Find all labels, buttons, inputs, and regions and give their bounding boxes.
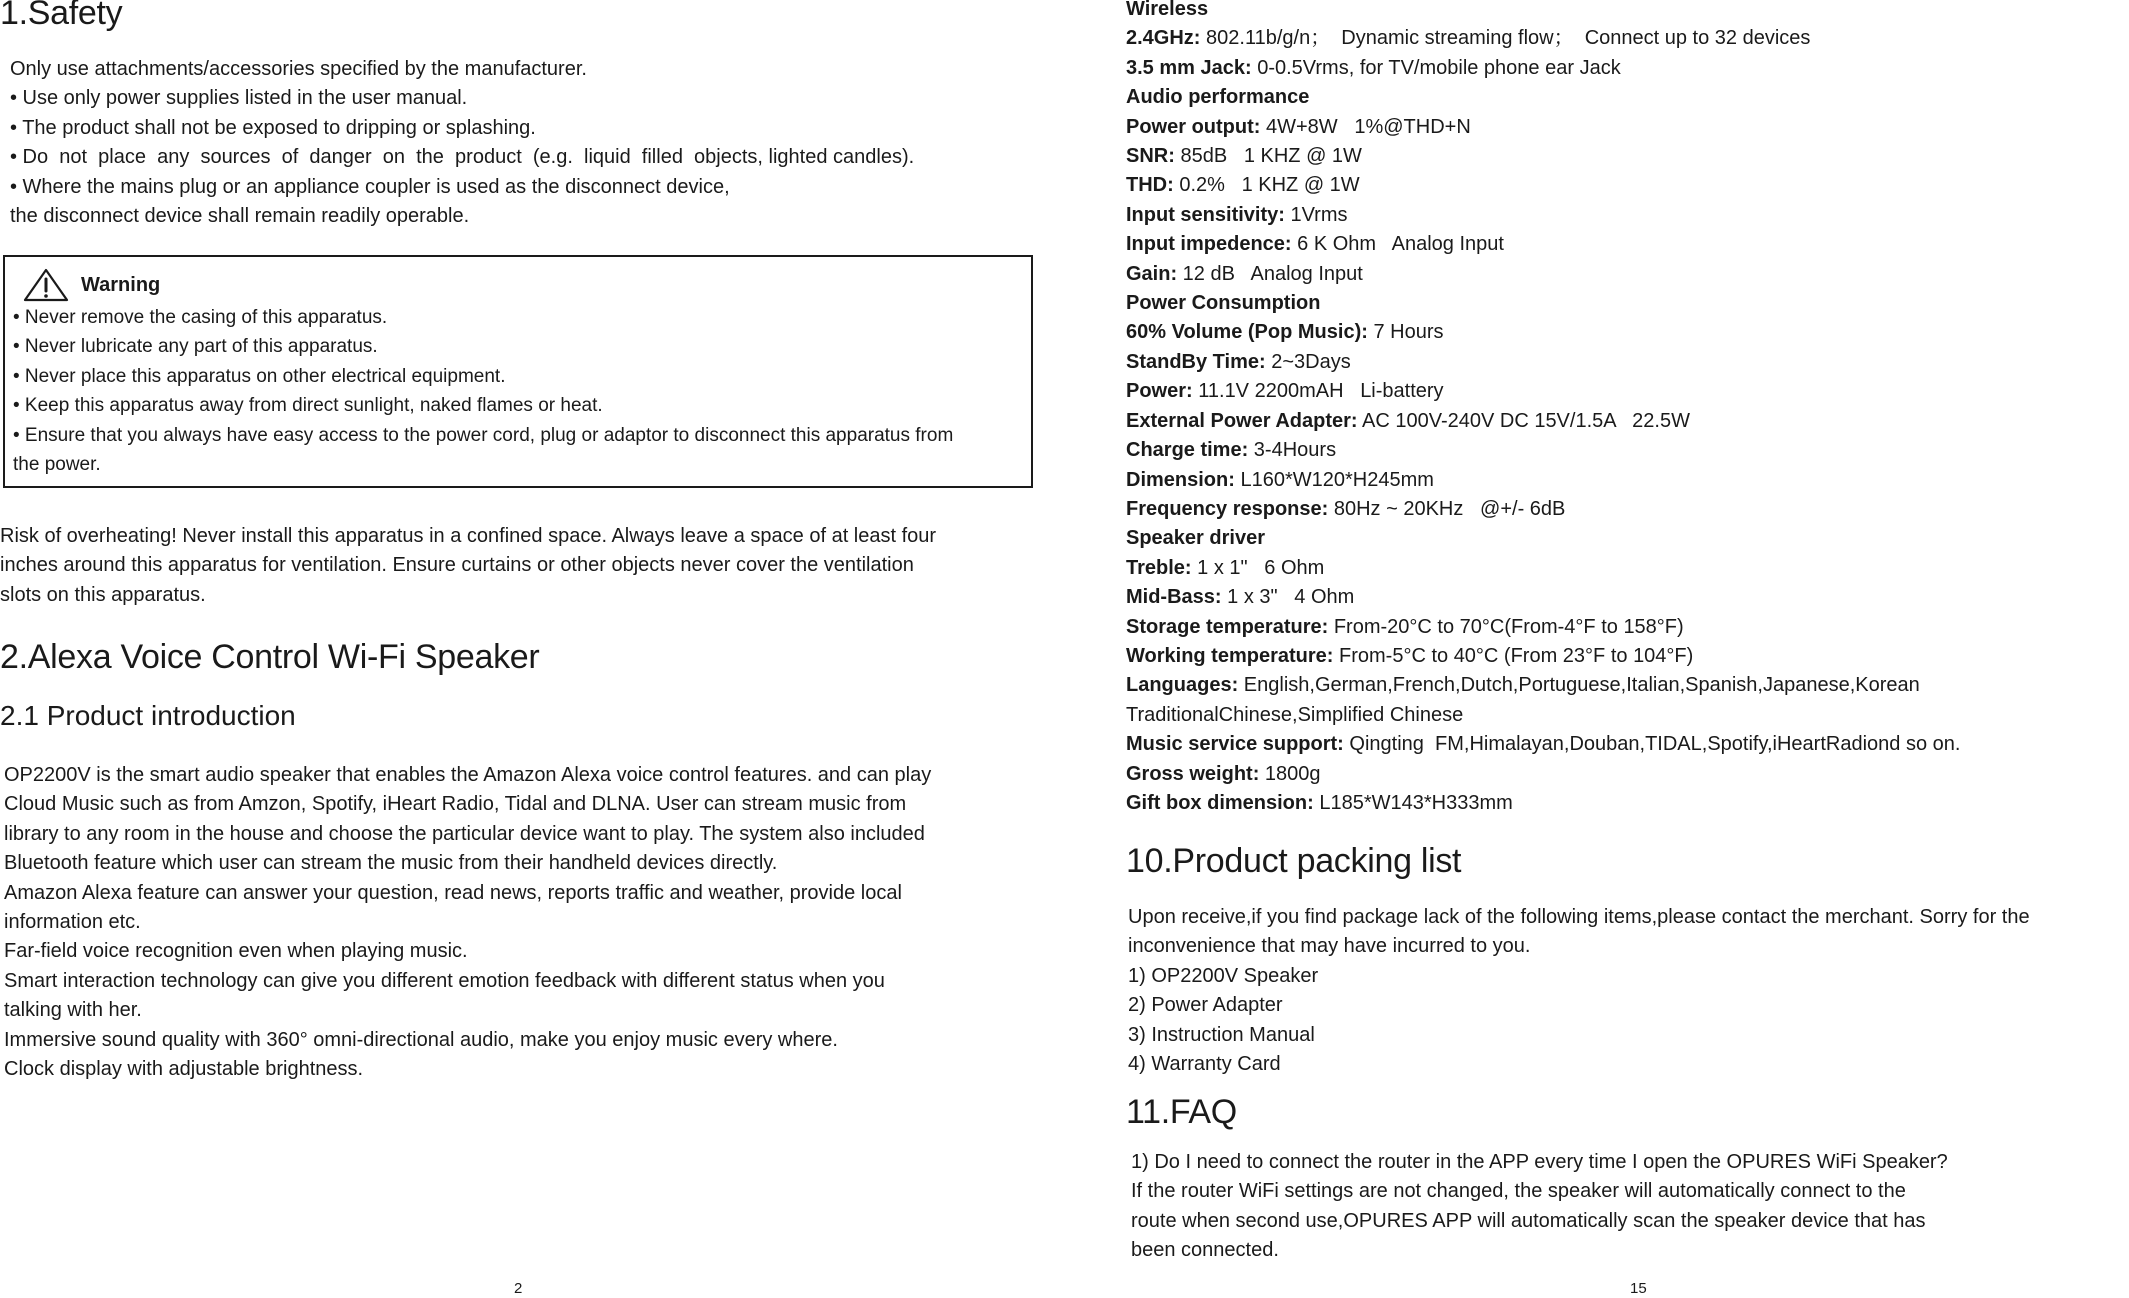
spec-value: 11.1V 2200mAH Li-battery — [1192, 380, 1444, 403]
spec-value: 1 x 3" 4 Ohm — [1221, 586, 1355, 609]
left-page — [0, 0, 1050, 1298]
section2-title: 2.Alexa Voice Control Wi-Fi Speaker — [0, 638, 540, 676]
warning-line: • Never lubricate any part of this apparatus. — [13, 336, 378, 358]
page-number: 2 — [514, 1280, 523, 1297]
warning-title: Warning — [81, 273, 161, 296]
safety-title: 1.Safety — [0, 0, 123, 32]
spec-value: 0-0.5Vrms, for TV/mobile phone ear Jack — [1251, 56, 1621, 79]
spec-value: From-20°C to 70°C(From-4°F to 158°F) — [1328, 615, 1684, 638]
spec-label: Frequency response: — [1126, 497, 1329, 520]
warning-box — [3, 255, 1033, 488]
spec-row-continued: TraditionalChinese,Simplified Chinese — [1126, 703, 1464, 726]
spec-label: Gift box dimension: — [1126, 791, 1314, 814]
warning-list — [13, 303, 953, 479]
intro-line: Bluetooth feature which user can stream the music from their handheld devices directly. — [4, 852, 778, 875]
spec-row — [1126, 142, 1960, 171]
warning-line: • Never place this apparatus on other electrical equipment. — [13, 365, 506, 387]
safety-line: the disconnect device shall remain readily operable. — [10, 205, 470, 228]
intro-line: Immersive sound quality with 360° omni-directional audio, make you enjoy music every where. — [4, 1028, 838, 1051]
spec-row — [1126, 113, 1960, 142]
intro-line: Cloud Music such as from Amzon, Spotify, iHeart Radio, Tidal and DLNA. User can stream music from — [4, 793, 907, 816]
spec-row — [1126, 583, 1960, 612]
spec-label: Mid-Bass: — [1126, 586, 1222, 609]
spec-value: L160*W120*H245mm — [1234, 468, 1434, 491]
spec-value: From-5°C to 40°C (From 23°F to 104°F) — [1333, 644, 1694, 667]
spec-row — [1126, 24, 1960, 53]
faq-line: If the router WiFi settings are not changed, the speaker will automatically connect to the — [1131, 1180, 1906, 1203]
safety-line: • Use only power supplies listed in the user manual. — [10, 87, 468, 110]
faq-title: 11.FAQ — [1126, 1093, 1237, 1131]
spec-label: Power: — [1126, 380, 1193, 403]
spec-value: 80Hz ~ 20KHz @+/- 6dB — [1328, 497, 1566, 520]
spec-value: 7 Hours — [1367, 321, 1444, 344]
product-intro-text — [4, 761, 931, 1084]
spec-value: English,German,French,Dutch,Portuguese,Italian,Spanish,Japanese,Korean — [1238, 674, 1920, 697]
spec-heading-speaker: Speaker driver — [1126, 527, 1265, 550]
warning-triangle-icon — [23, 268, 69, 302]
overheat-line: Risk of overheating! Never install this apparatus in a confined space. Always leave a space of at least four — [0, 525, 937, 547]
spec-value: 802.11b/g/n； Dynamic streaming flow； Connect up to 32 devices — [1200, 27, 1811, 50]
spec-list — [1126, 0, 1960, 818]
spec-label: 60% Volume (Pop Music): — [1126, 321, 1368, 344]
packing-item: 2) Power Adapter — [1128, 994, 1283, 1017]
packing-list-text — [1128, 903, 2030, 1079]
intro-line: OP2200V is the smart audio speaker that enables the Amazon Alexa voice control features. and can play — [4, 764, 932, 786]
intro-line: library to any room in the house and choose the particular device want to play. The system also included — [4, 822, 925, 845]
overheat-line: inches around this apparatus for ventilation. Ensure curtains or other objects never cover the ventilation — [0, 554, 914, 577]
spec-row — [1126, 789, 1960, 818]
spec-heading-wireless: Wireless — [1126, 0, 1209, 20]
packing-line: Upon receive,if you find package lack of the following items,please contact the merchant. Sorry for the — [1128, 906, 2030, 928]
spec-label: THD: — [1126, 174, 1174, 197]
intro-line: Far-field voice recognition even when playing music. — [4, 940, 468, 963]
spec-row — [1126, 760, 1960, 789]
packing-item: 1) OP2200V Speaker — [1128, 964, 1319, 987]
spec-value: Qingting FM,Himalayan,Douban,TIDAL,Spotify,iHeartRadiond so on. — [1343, 733, 1961, 756]
spec-row — [1126, 554, 1960, 583]
warning-line: the power. — [13, 454, 101, 476]
spec-value: 85dB 1 KHZ @ 1W — [1174, 145, 1362, 168]
spec-label: External Power Adapter: — [1126, 409, 1358, 432]
spec-label: Power output: — [1126, 115, 1261, 138]
spec-label: Input impedence: — [1126, 233, 1292, 256]
spec-value: L185*W143*H333mm — [1313, 791, 1513, 814]
spec-value: 4W+8W 1%@THD+N — [1260, 115, 1471, 138]
packing-item: 3) Instruction Manual — [1128, 1023, 1315, 1046]
overheat-line: slots on this apparatus. — [0, 583, 206, 606]
product-intro-subtitle: 2.1 Product introduction — [0, 700, 296, 731]
spec-row — [1126, 730, 1960, 759]
intro-line: Clock display with adjustable brightness. — [4, 1058, 364, 1081]
spec-value: 3-4Hours — [1248, 439, 1337, 462]
spec-label: 2.4GHz: — [1126, 27, 1201, 50]
spec-row — [1126, 260, 1960, 289]
intro-line: talking with her. — [4, 999, 142, 1022]
spec-value: AC 100V-240V DC 15V/1.5A 22.5W — [1357, 409, 1690, 432]
spec-row — [1126, 495, 1960, 524]
spec-row — [1126, 642, 1960, 671]
spec-row — [1126, 171, 1960, 200]
spec-heading-audio: Audio performance — [1126, 86, 1310, 109]
packing-item: 4) Warranty Card — [1128, 1053, 1281, 1076]
spec-row — [1126, 54, 1960, 83]
spec-row — [1126, 407, 1960, 436]
spec-value: 0.2% 1 KHZ @ 1W — [1173, 174, 1360, 197]
intro-line: Smart interaction technology can give you different emotion feedback with different status when you — [4, 969, 885, 992]
spec-value: 1 x 1" 6 Ohm — [1191, 556, 1325, 579]
spec-label: Input sensitivity: — [1126, 203, 1285, 226]
spec-label: Charge time: — [1126, 439, 1249, 462]
safety-line: • The product shall not be exposed to dripping or splashing. — [10, 116, 536, 139]
faq-text — [1131, 1148, 1948, 1266]
spec-label: Music service support: — [1126, 733, 1344, 756]
safety-line: • Where the mains plug or an appliance coupler is used as the disconnect device, — [10, 175, 730, 198]
spec-label: Gain: — [1126, 262, 1178, 285]
spec-value: 2~3Days — [1265, 350, 1351, 373]
spec-value: 1800g — [1259, 762, 1321, 785]
spec-label: Working temperature: — [1126, 644, 1334, 667]
spec-row — [1126, 318, 1960, 347]
warning-line: • Keep this apparatus away from direct sunlight, naked flames or heat. — [13, 395, 603, 417]
packing-line: inconvenience that may have incurred to you. — [1128, 935, 1531, 958]
page-number: 15 — [1630, 1280, 1647, 1297]
safety-line: • Do not place any sources of danger on the product (e.g. liquid filled objects, lighted candles). — [10, 146, 915, 169]
spec-heading-power: Power Consumption — [1126, 292, 1321, 315]
faq-line: been connected. — [1131, 1239, 1279, 1262]
faq-line: route when second use,OPURES APP will automatically scan the speaker device that has — [1131, 1209, 1926, 1232]
spec-row — [1126, 613, 1960, 642]
spec-label: Dimension: — [1126, 468, 1235, 491]
intro-line: information etc. — [4, 911, 141, 934]
spec-row — [1126, 377, 1960, 406]
spec-row — [1126, 466, 1960, 495]
overheat-text — [0, 522, 936, 610]
safety-line: Only use attachments/accessories specified by the manufacturer. — [10, 58, 587, 80]
spec-label: 3.5 mm Jack: — [1126, 56, 1252, 79]
spec-label: Languages: — [1126, 674, 1239, 697]
spec-row — [1126, 436, 1960, 465]
spec-value: 12 dB Analog Input — [1177, 262, 1363, 285]
spec-row — [1126, 201, 1960, 230]
spec-row — [1126, 671, 1960, 700]
spec-label: Storage temperature: — [1126, 615, 1329, 638]
spec-value: 6 K Ohm Analog Input — [1291, 233, 1504, 256]
right-page — [1126, 0, 2129, 1298]
spec-value: 1Vrms — [1284, 203, 1348, 226]
intro-line: Amazon Alexa feature can answer your question, read news, reports traffic and weather, provide local — [4, 881, 902, 904]
faq-line: 1) Do I need to connect the router in the APP every time I open the OPURES WiFi Speaker? — [1131, 1151, 1948, 1173]
spec-label: StandBy Time: — [1126, 350, 1266, 373]
warning-line: • Ensure that you always have easy access to the power cord, plug or adaptor to disconnect this apparatus from — [13, 424, 954, 446]
spec-label: Treble: — [1126, 556, 1192, 579]
safety-text — [10, 55, 914, 231]
warning-header — [23, 267, 160, 303]
spec-row — [1126, 230, 1960, 259]
spec-row — [1126, 348, 1960, 377]
spec-label: Gross weight: — [1126, 762, 1260, 785]
warning-line: • Never remove the casing of this apparatus. — [13, 307, 388, 328]
packing-list-title: 10.Product packing list — [1126, 842, 1462, 880]
spec-label: SNR: — [1126, 145, 1175, 168]
